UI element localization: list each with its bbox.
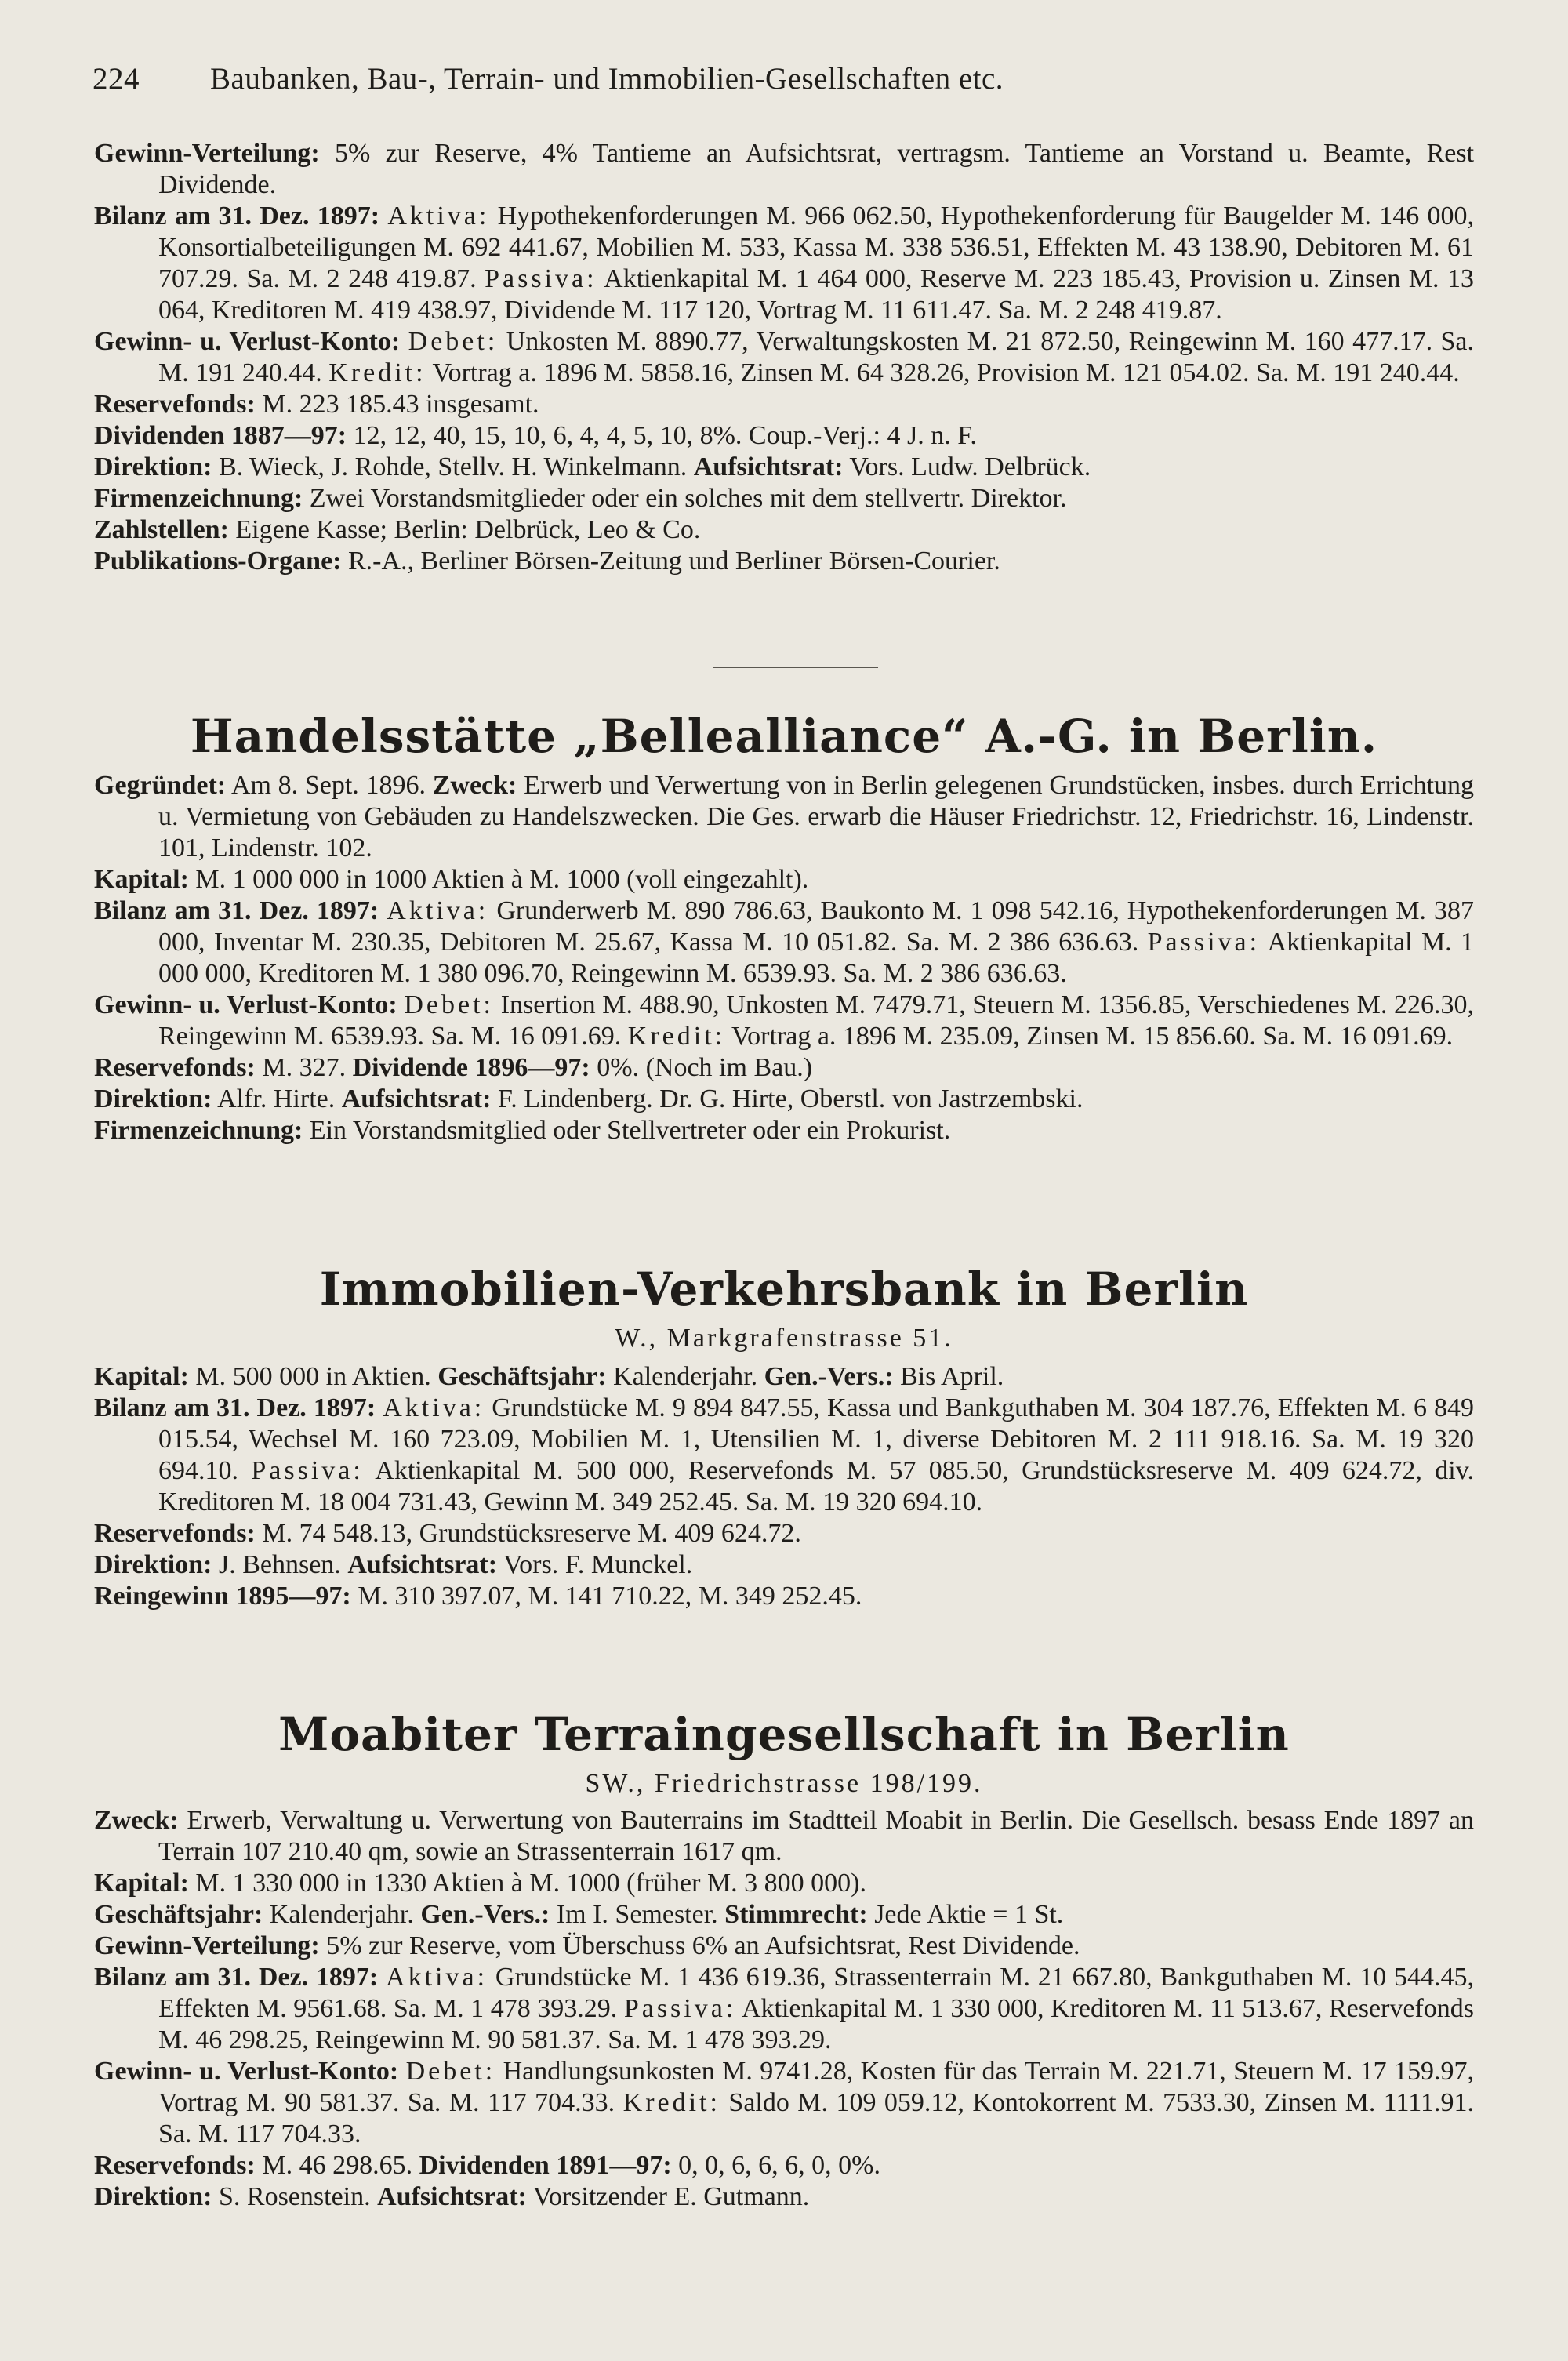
reservefonds-paragraph: Reservefonds: M. 327. Dividende 1896—97: 0%. (Noch im Bau.) xyxy=(94,1053,813,1082)
bellealliance-entry xyxy=(94,770,1474,1146)
company-address: SW., Friedrichstrasse 198/199. xyxy=(585,1769,983,1798)
direktion-paragraph: Direktion: S. Rosenstein. Aufsichtsrat: Vorsitzender E. Gutmann. xyxy=(94,2182,810,2211)
reservefonds-paragraph: Reservefonds: M. 223 185.43 insgesamt. xyxy=(94,390,539,419)
firmenzeichnung-paragraph: Firmenzeichnung: Zwei Vorstandsmitglieder oder ein solches mit dem stellvertr. Direktor. xyxy=(94,484,1067,513)
guv-paragraph: Gewinn- u. Verlust-Konto: Debet: Handlungsunkosten M. 9741.28, Kosten für das Terrain M. 221.71, Steuern M. 17 159.97, Vortrag M. 90 581.37. Sa. M. 117 704.33. Kredit: Saldo M. 109 059.12, Kontokorrent M. 7533.30, Zinsen M. 1111.91. Sa. M. 117 704.33. xyxy=(94,2057,1475,2149)
section-divider xyxy=(713,667,878,668)
company-title-moabiter-terraingesellschaft: Moabiter Terraingesellschaft in Berlin xyxy=(278,1708,1290,1761)
bilanz-paragraph: Bilanz am 31. Dez. 1897: Aktiva: Grunderwerb M. 890 786.63, Baukonto M. 1 098 542.16, Hypothekenforderungen M. 387 000, Inventar M. 230.35, Debitoren M. 25.67, Kassa M. 10 051.82. Sa. M. 2 386 636.63. Passiva: Aktienkapital M. 1 000 000, Kreditoren M. 1 380 096.70, Reingewinn M. 6539.93. Sa. M. 2 386 636.63. xyxy=(94,896,1475,988)
reservefonds-paragraph: Reservefonds: M. 74 548.13, Grundstücksreserve M. 409 624.72. xyxy=(94,1519,801,1548)
kapital-paragraph: Kapital: M. 1 330 000 in 1330 Aktien à M. 1000 (früher M. 3 800 000). xyxy=(94,1869,867,1898)
gewinn-verteilung-paragraph: Gewinn-Verteilung: 5% zur Reserve, vom Überschuss 6% an Aufsichtsrat, Rest Dividende. xyxy=(94,1931,1080,1960)
direktion-paragraph: Direktion: J. Behnsen. Aufsichtsrat: Vors. F. Munckel. xyxy=(94,1550,693,1579)
running-title: Baubanken, Bau-, Terrain- und Immobilien-Gesellschaften etc. xyxy=(210,62,1004,96)
reservefonds-paragraph: Reservefonds: M. 46 298.65. Dividenden 1891—97: 0, 0, 6, 6, 6, 0, 0%. xyxy=(94,2151,880,2180)
zweck-paragraph: Zweck: Erwerb, Verwaltung u. Verwertung von Bauterrains im Stadtteil Moabit in Berlin. Die Gesellsch. besass Ende 1897 an Terrain 107 210.40 qm, sowie an Strassenterrain 1617 qm. xyxy=(94,1806,1474,1866)
gewinn-verteilung-paragraph: Gewinn-Verteilung: 5% zur Reserve, 4% Tantieme an Aufsichtsrat, vertragsm. Tantieme an Vorstand u. Beamte, Rest Dividende. xyxy=(94,139,1475,199)
reingewinn-paragraph: Reingewinn 1895—97: M. 310 397.07, M. 141 710.22, M. 349 252.45. xyxy=(94,1582,862,1611)
direktion-paragraph: Direktion: B. Wieck, J. Rohde, Stellv. H. Winkelmann. Aufsichtsrat: Vors. Ludw. Delbrück. xyxy=(94,452,1091,481)
firmenzeichnung-paragraph: Firmenzeichnung: Ein Vorstandsmitglied oder Stellvertreter oder ein Prokurist. xyxy=(94,1116,951,1145)
publikation-paragraph: Publikations-Organe: R.-A., Berliner Börsen-Zeitung und Berliner Börsen-Courier. xyxy=(94,547,1000,576)
dividenden-paragraph: Dividenden 1887—97: 12, 12, 40, 15, 10, 6, 4, 4, 5, 10, 8%. Coup.-Verj.: 4 J. n. F. xyxy=(94,421,977,450)
guv-paragraph: Gewinn- u. Verlust-Konto: Debet: Insertion M. 488.90, Unkosten M. 7479.71, Steuern M. 1356.85, Verschiedenes M. 226.30, Reingewinn M. 6539.93. Sa. M. 16 091.69. Kredit: Vortrag a. 1896 M. 235.09, Zinsen M. 15 856.60. Sa. M. 16 091.69. xyxy=(94,990,1475,1051)
geschaeftsjahr-paragraph: Geschäftsjahr: Kalenderjahr. Gen.-Vers.: Im I. Semester. Stimmrecht: Jede Aktie = 1 St. xyxy=(94,1900,1064,1929)
moabit-entry xyxy=(94,1805,1474,2213)
bilanz-paragraph: Bilanz am 31. Dez. 1897: Aktiva: Grundstücke M. 1 436 619.36, Strassenterrain M. 21 667.80, Bankguthaben M. 10 544.45, Effekten M. 9561.68. Sa. M. 1 478 393.29. Passiva: Aktienkapital M. 1 330 000, Kreditoren M. 11 513.67, Reservefonds M. 46 298.25, Reingewinn M. 90 581.37. Sa. M. 1 478 393.29. xyxy=(94,1963,1475,2054)
guv-paragraph: Gewinn- u. Verlust-Konto: Debet: Unkosten M. 8890.77, Verwaltungskosten M. 21 872.50, Reingewinn M. 160 477.17. Sa. M. 191 240.44. Kredit: Vortrag a. 1896 M. 5858.16, Zinsen M. 64 328.26, Provision M. 121 054.02. Sa. M. 191 240.44. xyxy=(94,327,1475,387)
company-title-immobilien-verkehrsbank: Immobilien-Verkehrsbank in Berlin xyxy=(319,1262,1249,1316)
immobilien-entry xyxy=(94,1361,1474,1612)
zahlstellen-paragraph: Zahlstellen: Eigene Kasse; Berlin: Delbrück, Leo & Co. xyxy=(94,515,701,544)
kapital-paragraph: Kapital: M. 500 000 in Aktien. Geschäftsjahr: Kalenderjahr. Gen.-Vers.: Bis April. xyxy=(94,1362,1004,1391)
gegruendet-paragraph: Gegründet: Am 8. Sept. 1896. Zweck: Erwerb und Verwertung von in Berlin gelegenen Grundstücken, insbes. durch Errichtung u. Vermietung von Gebäuden zu Handelszwecken. Die Ges. erwarb die Häuser Friedrichstr. 12, Friedrichstr. 16, Lindenstr. 101, Lindenstr. 102. xyxy=(94,771,1475,863)
kapital-paragraph: Kapital: M. 1 000 000 in 1000 Aktien à M. 1000 (voll eingezahlt). xyxy=(94,865,809,894)
continued-entry xyxy=(94,138,1474,577)
direktion-paragraph: Direktion: Alfr. Hirte. Aufsichtsrat: F. Lindenberg. Dr. G. Hirte, Oberstl. von Jastrzembski. xyxy=(94,1084,1083,1113)
company-address: W., Markgrafenstrasse 51. xyxy=(615,1324,953,1353)
bilanz-paragraph: Bilanz am 31. Dez. 1897: Aktiva: Grundstücke M. 9 894 847.55, Kassa und Bankguthaben M. 304 187.76, Effekten M. 6 849 015.54, Wechsel M. 160 723.09, Mobilien M. 1, Utensilien M. 1, diverse Debitoren M. 2 111 918.16. Sa. M. 19 320 694.10. Passiva: Aktienkapital M. 500 000, Reservefonds M. 57 085.50, Grundstücksreserve M. 409 624.72, div. Kreditoren M. 18 004 731.43, Gewinn M. 349 252.45. Sa. M. 19 320 694.10. xyxy=(94,1393,1475,1516)
running-header xyxy=(93,61,1472,96)
bilanz-paragraph: Bilanz am 31. Dez. 1897: Aktiva: Hypothekenforderungen M. 966 062.50, Hypothekenforderung für Baugelder M. 146 000, Konsortialbeteiligungen M. 692 441.67, Mobilien M. 533, Kassa M. 338 536.51, Effekten M. 43 138.90, Debitoren M. 61 707.29. Sa. M. 2 248 419.87. Passiva: Aktienkapital M. 1 464 000, Reserve M. 223 185.43, Provision u. Zinsen M. 13 064, Kreditoren M. 419 438.97, Dividende M. 117 120, Vortrag M. 11 611.47. Sa. M. 2 248 419.87. xyxy=(94,202,1475,325)
company-title-bellealliance: Handelsstätte „Bellealliance“ A.-G. in Berlin. xyxy=(190,710,1378,763)
page-number: 224 xyxy=(93,62,140,96)
